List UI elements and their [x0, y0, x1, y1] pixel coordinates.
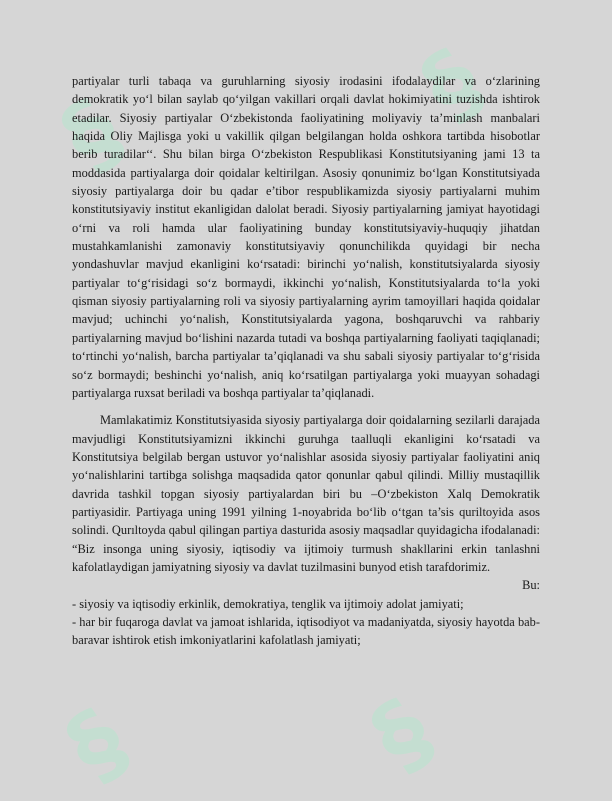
document-body [72, 72, 540, 650]
bullet-item: - har bir fuqaroga davlat va jamoat ishlarida, iqtisodiyot va madaniyatda, siyosiy hayotda bab-baravar ishtirok etish imkoniyatlarini kafolatlash jamiyati; [72, 614, 540, 648]
watermark-logo: § [353, 678, 451, 791]
paragraph-2-tail: Bu: [522, 578, 540, 593]
paragraph-2-text: Mamlakatimiz Konstitutsiyasida siyosiy partiyalarga doir qoidalarning sezilarli darajada mavjudligi Konstitutsiyamizni ikkinchi guruhga taalluqli ekanligini ko‘rsatadi va Konstitutsiya belgilab bergan ustuvor yo‘nalishlar asosida siyosiy partiyalar faoliyatini aniq yo‘nalishlarini tartibga solishga maqsadida qator qonunlar qabul qilindi. Milliy mustaqillik davrida tashkil topgan siyosiy partiyalardan biri bu –O‘zbekiston Xalq Demokratik partiyasidir. Partiyaga uning 1991 yilning 1-noyabrida bo‘lib o‘tgan ta’sis quriltoyida asos solindi. Qurıltoyda qabul qilingan partiya dasturida asosiy maqsadlar quyidagicha ifodalanadi: “Biz insonga uning siyosiy, iqtisodiy va ijtimoiy turmush shakllarini erkin tanlashni kafolatlaydigan jamiyatning siyosiy va davlat tuzilmasini bunyod etish tarafdorimiz. [72, 413, 540, 574]
watermark-logo: § [403, 28, 501, 141]
watermark-logo: § [43, 78, 141, 191]
paragraph-2 [72, 411, 540, 576]
bullet-item: - siyosiy va iqtisodiy erkinlik, demokratiya, tenglik va ijtimoiy adolat jamiyati; [72, 596, 464, 611]
paragraph-1: partiyalar turli tabaqa va guruhlarning siyosiy irodasini ifodalaydilar va o‘zlarining demokratik yo‘l bilan saylab qo‘yilgan vakillari orqali davlat hokimiyatini tuzishda ishtirok etadilar. Siyosiy partiyalar O‘zbekistonda faoliyatining moliyaviy ta’minlash manbalari haqida Oliy Majlisga yoki u vakillik qilgan belgilangan holda oshkora tartibda hisobotlar berib turadilar‘‘. Shu bilan birga O‘zbekiston Respublikasi Konstitutsiyaning jami 13 ta moddasida partiyalarga doir qoidalar keltirilgan. Asosiy qonunimiz bo‘lgan Konstitutsiyada siyosiy partiyalarga doir bu qadar e’tibor respublikamizda siyosiy partiyalarni muhim konstitutsiyaviy institut ekanligidan dalolat beradi. Siyosiy partiyalarning jamiyat hayotidagi o‘rni va roli hamda ular faoliyatining bunday konstitutsiyaviy-huquqiy jihatdan mustahkamlanishi zamonaviy konstitutsiyaviy qonunchilikda quyidagi bir necha yondashuvlar mavjud ekanligini ko‘rsatadi: birinchi yo‘nalish, konstitutsiyalarda siyosiy partiyalar to‘g‘risidagi so‘z bormaydi, ikkinchi yo‘nalish, Konstitutsiyalarda to‘la yoki qisman siyosiy partiyalarning roli va siyosiy partiyalarning ayrim tamoyillari haqida qoidalar mavjud; uchinchi yo‘nalish, Konstitutsiyalarda yagona, boshqaruvchi va rahbariy partiyalarning mavjud bo‘lishini nazarda tutadi va boshqa partiyalarning faoliyati taqiqlanadi; to‘rtinchi yo‘nalish, barcha partiyalar ta’qiqlanadi va shu sabali siyosiy partiyalar to‘g‘risida so‘z bormaydi; beshinchi yo‘nalish, aniq ko‘rsatilgan partiyalarga yoki muayyan sohadagi partiyalarga ruxsat beriladi va boshqa partiyalar ta’qiqlanadi. [72, 74, 540, 400]
watermark-logo: § [48, 688, 146, 801]
